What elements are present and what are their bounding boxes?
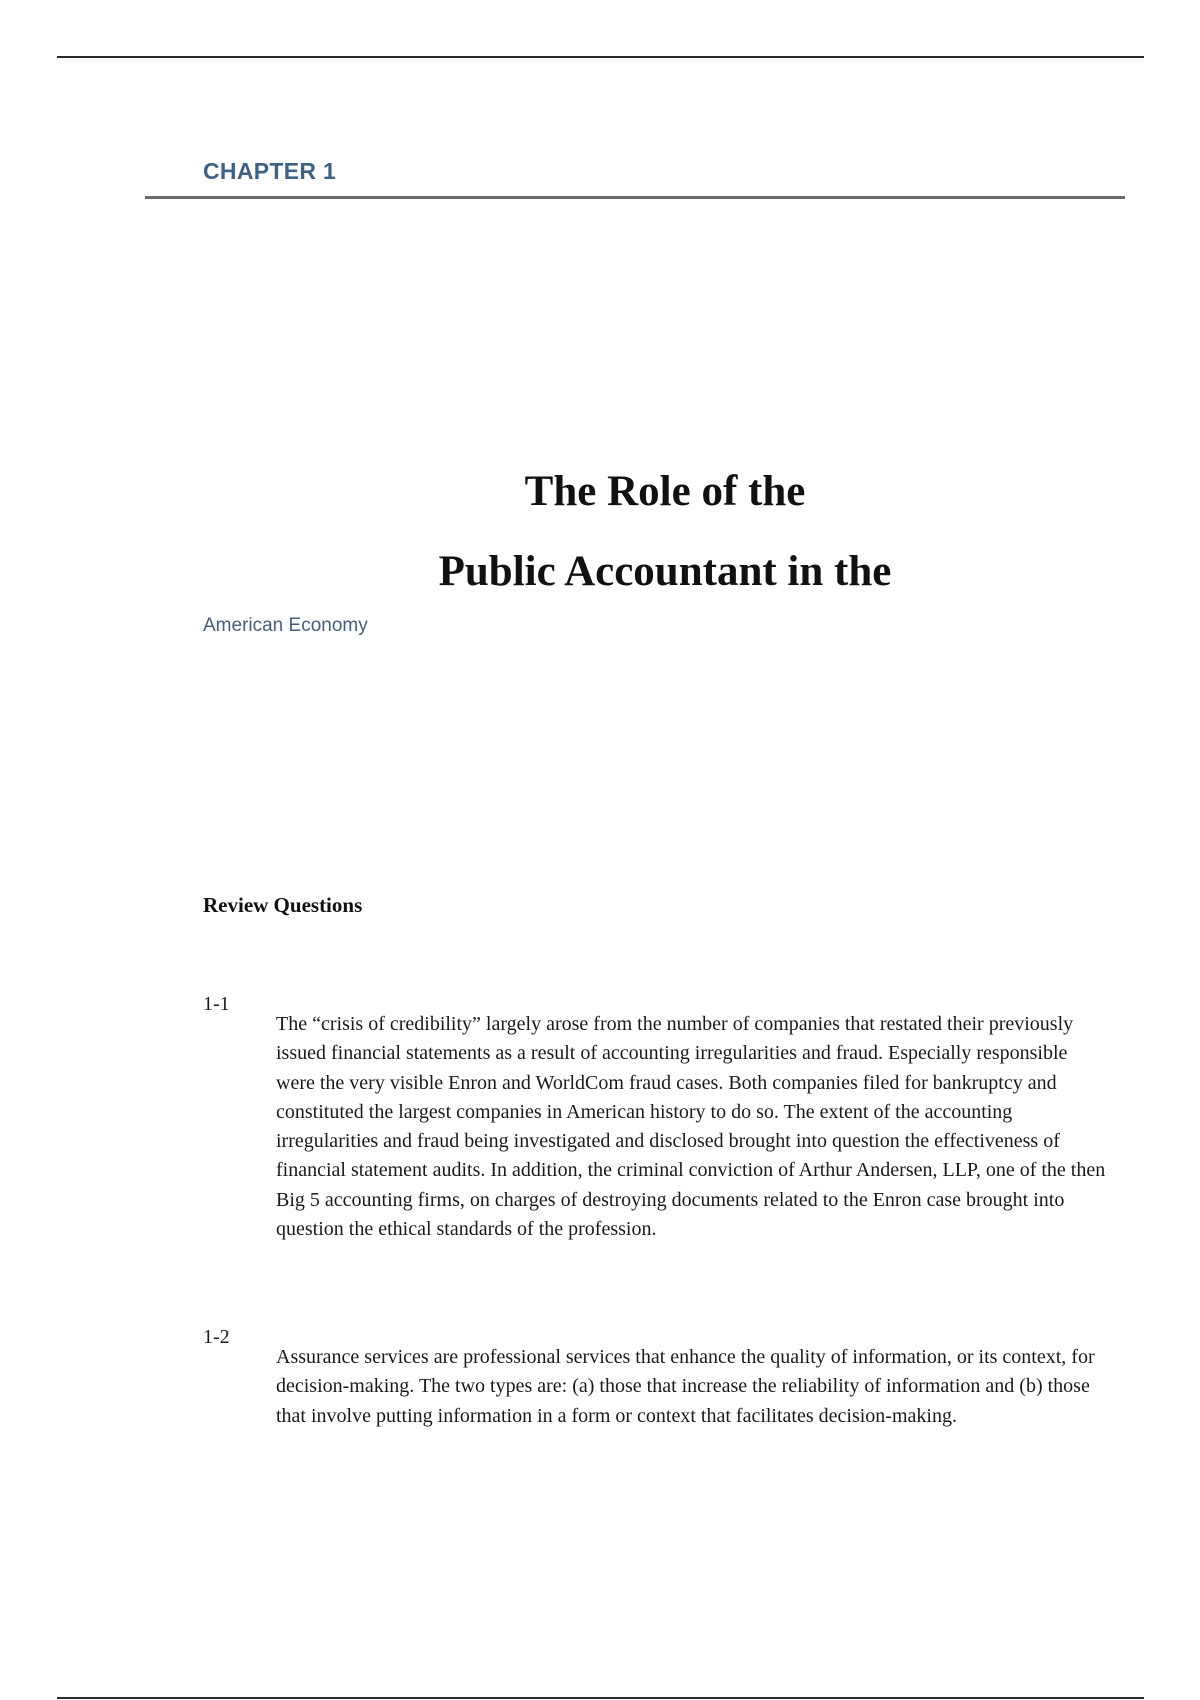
document-subtitle: American Economy: [203, 615, 368, 636]
question-number: 1-2: [203, 1326, 230, 1348]
title-line-1: The Role of the: [524, 468, 806, 515]
section-heading: Review Questions: [203, 893, 363, 917]
page-bottom-rule: [57, 1697, 1144, 1699]
title-line-2: Public Accountant in the: [438, 548, 892, 595]
review-question-2: [203, 1323, 1103, 1451]
chapter-label: CHAPTER 1: [203, 158, 337, 184]
chapter-divider: [145, 196, 1125, 199]
page-top-rule: [57, 56, 1144, 58]
document-title: [0, 452, 1200, 612]
question-answer-text: The “crisis of credibility” largely arose from the number of companies that restated their previously issued financial statements as a result of accounting irregularities and fraud. Especially responsible were the very visible Enron and WorldCom fraud cases. Both companies filed for bankruptcy and constituted the largest companies in American history to do so. The extent of the accounting irregularities and fraud being investigated and disclosed brought into question the effectiveness of financial statement audits. In addition, the criminal conviction of Arthur Andersen, LLP, one of the then Big 5 accounting firms, on charges of destroying documents related to the Enron case brought into question the ethical standards of the profession.: [276, 1013, 1106, 1241]
review-question-1: [203, 990, 1106, 1264]
question-number: 1-1: [203, 993, 230, 1015]
question-answer-text: Assurance services are professional services that enhance the quality of information, or its context, for decision-making. The two types are: (a) those that increase the reliability of information and (b) those that involve putting information in a form or context that facilitates decision-making.: [276, 1346, 1095, 1427]
